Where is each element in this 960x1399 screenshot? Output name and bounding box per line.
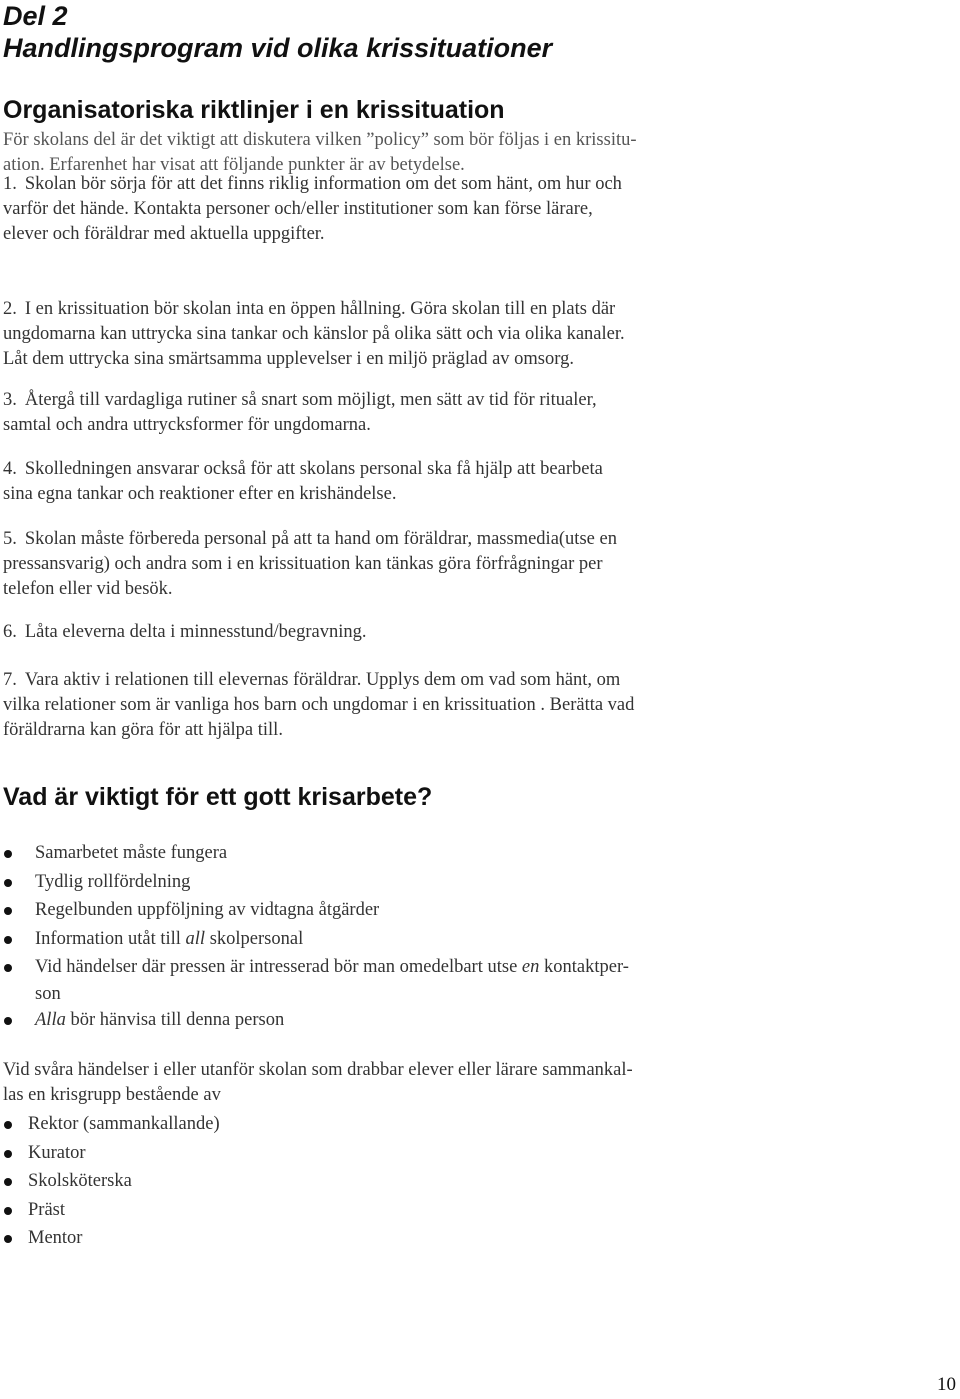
item-line bbox=[3, 552, 617, 577]
item-number: 6. bbox=[3, 622, 17, 642]
item-line bbox=[3, 668, 634, 693]
crisis-group-member bbox=[3, 1167, 403, 1196]
section-heading-crisis-work: Vad är viktigt för ett gott krisarbete? bbox=[3, 783, 433, 811]
item-text: Återgå till vardagliga rutiner så snart som möjligt, men sätt av tid för ritualer, bbox=[24, 390, 597, 410]
item-text: samtal och andra uttrycksformer för ungdomarna. bbox=[3, 415, 371, 435]
item-number: 2. bbox=[3, 299, 17, 319]
emphasis-text: all bbox=[185, 928, 206, 949]
bullet-item bbox=[3, 839, 753, 868]
item-text: elever och föräldrar med aktuella uppgifter. bbox=[3, 224, 325, 244]
item-text: Låta eleverna delta i minnesstund/begravning. bbox=[24, 622, 367, 642]
paragraph-line: las en krisgrupp bestående av bbox=[3, 1085, 221, 1105]
item-line bbox=[3, 457, 603, 482]
item-number: 5. bbox=[3, 529, 17, 549]
item-text: varför det hände. Kontakta personer och/eller institutioner som kan förse lärare, bbox=[3, 199, 593, 219]
crisis-group-member bbox=[3, 1139, 403, 1168]
member-label: Rektor (sammankallande) bbox=[28, 1114, 220, 1134]
intro-paragraph bbox=[3, 128, 637, 178]
crisis-group-member bbox=[3, 1196, 403, 1225]
item-line bbox=[3, 527, 617, 552]
item-line bbox=[3, 413, 597, 438]
bullet-item bbox=[3, 868, 753, 897]
part-subtitle: Handlingsprogram vid olika krissituationer bbox=[3, 33, 553, 63]
bullet-dot-icon bbox=[4, 1017, 12, 1025]
intro-line: För skolans del är det viktigt att diskutera vilken ”policy” som bör följas i en krissitu- bbox=[3, 130, 637, 150]
numbered-item bbox=[3, 457, 603, 507]
bullet-text-part: kontaktper- bbox=[539, 957, 629, 977]
numbered-item bbox=[3, 668, 634, 743]
bullet-list-crisis-group bbox=[3, 1110, 403, 1253]
item-line bbox=[3, 222, 622, 247]
item-text: vilka relationer som är vanliga hos barn och ungdomar i en krissituation . Berätta vad bbox=[3, 695, 635, 715]
bullet-text bbox=[35, 839, 753, 868]
item-text: sina egna tankar och reaktioner efter en krishändelse. bbox=[3, 484, 397, 504]
bullet-dot-icon bbox=[4, 850, 12, 858]
bullet-dot-icon bbox=[4, 1121, 12, 1129]
crisis-group-member bbox=[3, 1110, 403, 1139]
paragraph-line: Vid svåra händelser i eller utanför skolan som drabbar elever eller lärare sammankal- bbox=[3, 1060, 633, 1080]
member-label: Skolsköterska bbox=[28, 1171, 132, 1191]
member-label: Präst bbox=[28, 1199, 65, 1220]
bullet-dot-icon bbox=[4, 879, 12, 887]
item-text: Skolan måste förbereda personal på att ta hand om föräldrar, massmedia(utse en bbox=[24, 529, 617, 549]
bullet-item bbox=[3, 925, 753, 954]
bullet-text-part: Samarbetet måste fungera bbox=[35, 843, 228, 863]
item-line bbox=[3, 297, 625, 322]
item-line bbox=[3, 482, 603, 507]
item-number: 3. bbox=[3, 390, 17, 410]
bullet-text-part: Information utåt till bbox=[35, 928, 186, 949]
section-heading-organisational: Organisatoriska riktlinjer i en krissituation bbox=[3, 96, 505, 124]
item-text: Låt dem uttrycka sina smärtsamma upplevelser i en miljö präglad av omsorg. bbox=[3, 349, 574, 369]
bullet-dot-icon bbox=[4, 1178, 12, 1186]
bullet-dot-icon bbox=[4, 936, 12, 944]
item-number: 4. bbox=[3, 459, 17, 479]
item-text: föräldrarna kan göra för att hjälpa till. bbox=[3, 720, 283, 740]
numbered-item bbox=[3, 297, 625, 372]
numbered-item bbox=[3, 388, 597, 438]
bullet-text-part: Tydlig rollfördelning bbox=[35, 871, 191, 892]
item-text: ungdomarna kan uttrycka sina tankar och känslor på olika sätt och via olika kanaler. bbox=[3, 324, 625, 344]
item-line bbox=[3, 693, 634, 718]
intro-line: ation. Erfarenhet har visat att följande punkter är av betydelse. bbox=[3, 155, 465, 175]
item-line bbox=[3, 718, 634, 743]
item-text: telefon eller vid besök. bbox=[3, 579, 173, 599]
bullet-list-crisis-work bbox=[3, 839, 753, 1034]
member-label: Mentor bbox=[28, 1228, 83, 1248]
item-number: 1. bbox=[3, 174, 17, 194]
numbered-item bbox=[3, 620, 367, 645]
bullet-dot-icon bbox=[4, 907, 12, 915]
bullet-text-part: Vid händelser där pressen är intresserad bör man omedelbart utse bbox=[35, 957, 522, 977]
bullet-text-continuation: son bbox=[35, 983, 61, 1004]
emphasis-text: Alla bbox=[35, 1009, 66, 1030]
item-number: 7. bbox=[3, 670, 17, 690]
bullet-text bbox=[35, 1006, 753, 1035]
crisis-group-paragraph bbox=[3, 1058, 633, 1108]
item-line bbox=[3, 620, 367, 645]
item-line bbox=[3, 347, 625, 372]
numbered-item bbox=[3, 172, 622, 247]
item-line bbox=[3, 322, 625, 347]
item-line bbox=[3, 197, 622, 222]
item-text: Skolan bör sörja för att det finns riklig information om det som hänt, om hur och bbox=[24, 174, 622, 194]
item-line bbox=[3, 577, 617, 602]
item-text: Skolledningen ansvarar också för att skolans personal ska få hjälp att bearbeta bbox=[24, 459, 603, 479]
page-number: 10 bbox=[937, 1374, 956, 1395]
item-line bbox=[3, 172, 622, 197]
bullet-item bbox=[3, 1006, 753, 1035]
bullet-dot-icon bbox=[4, 964, 12, 972]
bullet-item bbox=[3, 953, 753, 1006]
item-text: pressansvarig) och andra som i en krissituation kan tänkas göra förfrågningar per bbox=[3, 554, 603, 574]
member-label: Kurator bbox=[28, 1142, 86, 1163]
part-title: Del 2 bbox=[3, 1, 68, 31]
item-text: Vara aktiv i relationen till elevernas föräldrar. Upplys dem om vad som hänt, om bbox=[24, 670, 621, 690]
bullet-dot-icon bbox=[4, 1235, 12, 1243]
bullet-item bbox=[3, 896, 753, 925]
bullet-text-part: Regelbunden uppföljning av vidtagna åtgärder bbox=[35, 900, 380, 920]
crisis-group-member bbox=[3, 1224, 403, 1253]
bullet-text bbox=[35, 896, 753, 925]
bullet-text bbox=[35, 953, 753, 982]
numbered-item bbox=[3, 527, 617, 602]
bullet-text bbox=[35, 868, 753, 897]
item-line bbox=[3, 388, 597, 413]
bullet-text-part: bör hänvisa till denna person bbox=[65, 1009, 285, 1030]
bullet-dot-icon bbox=[4, 1207, 12, 1215]
bullet-text bbox=[35, 925, 753, 954]
item-text: I en krissituation bör skolan inta en öppen hållning. Göra skolan till en plats där bbox=[24, 299, 616, 319]
bullet-text-part: skolpersonal bbox=[205, 928, 304, 949]
emphasis-text: en bbox=[521, 957, 540, 977]
bullet-dot-icon bbox=[4, 1150, 12, 1158]
